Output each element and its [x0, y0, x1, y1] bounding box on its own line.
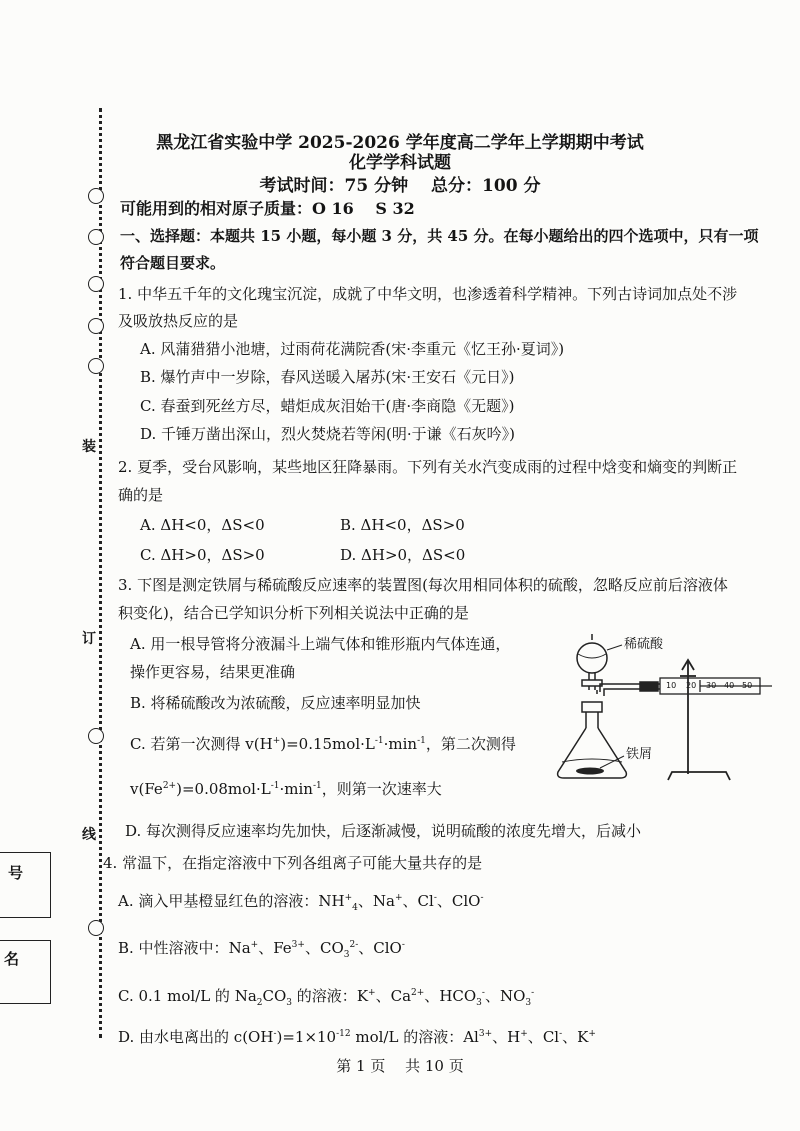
subscript: 4: [352, 903, 358, 913]
scale-tick: 40: [724, 681, 735, 690]
sep: 、: [402, 892, 418, 910]
q3-c-mid: =0.15mol·L: [286, 735, 375, 753]
sep: 、: [357, 892, 373, 910]
exponent: -1: [417, 736, 426, 746]
subscript: 3: [343, 950, 350, 960]
q3-stem-cont: 积变化)，结合已学知识分析下列相关说法中正确的是: [118, 604, 469, 622]
q3-c2-prefix: v: [130, 780, 139, 798]
sep: 、: [424, 987, 440, 1005]
q3-option-b[interactable]: B. 将稀硫酸改为浓硫酸，反应速率明显加快: [130, 694, 421, 712]
binding-char-ding: 订: [82, 628, 96, 648]
q1-option-b[interactable]: B. 爆竹声中一岁除，春风送暖入屠苏(宋·王安石《元日》): [140, 368, 515, 386]
charge: +: [394, 893, 403, 903]
subscript: 3: [476, 998, 482, 1008]
q3-stem: 3. 下图是测定铁屑与稀硫酸反应速率的装置图(每次用相同体积的硫酸，忽略反应前后溶液体: [118, 576, 728, 594]
q2-option-b[interactable]: B. ΔH<0，ΔS>0: [340, 516, 465, 534]
paren: (: [138, 780, 145, 798]
atomic-masses: 可能用到的相对原子质量：O 16 S 32: [120, 199, 415, 218]
subscript: 2: [256, 998, 263, 1008]
exponent: -1: [270, 781, 280, 791]
page-footer: 第 1 页 共 10 页: [336, 1057, 464, 1075]
iron-filings: [576, 768, 604, 775]
q3-c2-tail: ，则第一次速率大: [321, 780, 442, 798]
exam-number-label: 号: [8, 864, 24, 882]
binding-line: [99, 108, 102, 1038]
q4-a-prefix: A. 滴入甲基橙显红色的溶液：: [118, 892, 319, 910]
q3-c-tail: ，第二次测得: [425, 735, 516, 753]
q3-c2-mid2: ·min: [279, 780, 313, 798]
ion: K: [577, 1028, 589, 1046]
scale-tick: 10: [666, 681, 677, 690]
charge: -: [559, 1029, 563, 1039]
q4-option-c[interactable]: [118, 985, 534, 1008]
q2-option-d[interactable]: D. ΔH>0，ΔS<0: [340, 546, 466, 564]
sep: 、: [375, 987, 391, 1005]
binding-char-zhuang: 装: [82, 436, 96, 456]
sep: 、: [492, 1028, 508, 1046]
section-heading: 一、选择题：本题共 15 小题，每小题 3 分，共 45 分。在每小题给出的四个选项中，只有一项: [120, 227, 759, 245]
ion: H: [507, 1028, 521, 1046]
sep: 、: [304, 939, 320, 957]
sep: 、: [436, 892, 452, 910]
q4-d-suffix: mol/L 的溶液：: [350, 1028, 464, 1046]
q1-option-d[interactable]: D. 千锤万凿出深山，烈火焚烧若等闲(明·于谦《石灰吟》): [140, 425, 516, 443]
binding-hole: [88, 358, 104, 374]
binding-hole: [88, 229, 104, 245]
q3-c2-mid: =0.08mol·L: [181, 780, 271, 798]
q1-option-c[interactable]: C. 春蚕到死丝方尽，蜡炬成灰泪始干(唐·李商隐《无题》): [140, 397, 515, 415]
subscript: 3: [525, 998, 532, 1008]
name-label: 名: [4, 950, 20, 968]
exam-subject: 化学学科试题: [349, 153, 451, 173]
q3-c-mid2: ·min: [383, 735, 418, 753]
q4-option-a[interactable]: [118, 890, 484, 913]
ion: Al: [463, 1028, 479, 1046]
charge: +: [344, 893, 353, 903]
charge: -: [273, 1029, 277, 1039]
q4-option-b[interactable]: [118, 937, 405, 960]
separatory-funnel: [577, 634, 607, 690]
sep: 、: [358, 939, 374, 957]
binding-hole: [88, 276, 104, 292]
q3-option-a-cont: 操作更容易，结果更准确: [130, 663, 296, 681]
binding-hole: [88, 920, 104, 936]
charge: -: [531, 988, 535, 998]
charge: +: [272, 736, 281, 746]
ion: ClO: [373, 939, 402, 957]
q1-stem: 1. 中华五千年的文化瑰宝沉淀，成就了中华文明，也渗透着科学精神。下列古诗词加点处不涉: [118, 285, 738, 303]
paren: (: [253, 735, 260, 753]
q2-option-c[interactable]: C. ΔH>0，ΔS>0: [140, 546, 265, 564]
q2-stem-cont: 确的是: [118, 486, 164, 504]
paren: ): [280, 735, 287, 753]
exponent: -12: [336, 1029, 351, 1039]
charge: 2+: [162, 781, 177, 791]
q4-c-prefix: C. 0.1 mol/L 的 Na: [118, 987, 257, 1005]
ion-h: H: [259, 735, 273, 753]
q4-b-prefix: B. 中性溶液中：: [118, 939, 229, 957]
ion: K: [356, 987, 369, 1005]
q4-d-mid: )=1×10: [276, 1028, 337, 1046]
ion: ClO: [451, 892, 481, 910]
q4-stem: 4. 常温下，在指定溶液中下列各组离子可能大量共存的是: [103, 854, 483, 872]
q4-c-suffix: 的溶液：: [292, 987, 357, 1005]
charge: 2+: [411, 988, 425, 998]
iron-label: 铁屑: [626, 747, 653, 762]
charge: +: [368, 988, 376, 998]
q2-option-a[interactable]: A. ΔH<0，ΔS<0: [140, 516, 265, 534]
q3-option-d[interactable]: D. 每次测得反应速率均先加快，后逐渐减慢，说明硫酸的浓度先增大，后减小: [125, 822, 642, 840]
section-heading-cont: 符合题目要求。: [120, 254, 226, 272]
q4-option-d[interactable]: [118, 1026, 596, 1047]
charge: +: [520, 1029, 528, 1039]
binding-char-xian: 线: [82, 824, 96, 844]
ion: Cl: [542, 1028, 560, 1046]
exam-info: 考试时间：75 分钟 总分：100 分: [259, 176, 541, 196]
ion: NO: [499, 987, 526, 1005]
scale-tick: 20: [686, 681, 697, 690]
subscript: 3: [286, 998, 293, 1008]
sep: 、: [562, 1028, 578, 1046]
q3-option-c[interactable]: [130, 733, 516, 754]
ion: Ca: [390, 987, 412, 1005]
charge: 3+: [478, 1029, 493, 1039]
q3-option-a[interactable]: A. 用一根导管将分液漏斗上端气体和锥形瓶内气体连通，: [130, 635, 511, 653]
charge: -: [433, 893, 437, 903]
charge: -: [480, 893, 484, 903]
ion: Cl: [417, 892, 434, 910]
ion: CO: [319, 939, 344, 957]
ion: Fe: [273, 939, 292, 957]
charge: +: [250, 940, 259, 950]
q3-c-prefix: C. 若第一次测得 v: [130, 735, 254, 753]
q4-d-prefix: D. 由水电离出的 c(OH: [118, 1028, 274, 1046]
exam-title: 黑龙江省实验中学 2025-2026 学年度高二学年上学期期中考试: [156, 133, 644, 153]
q1-option-a[interactable]: A. 风蒲猎猎小池塘，过雨荷花满院香(宋·李重元《忆王孙·夏词》): [140, 340, 565, 358]
charge: 2-: [349, 940, 359, 950]
exponent: -1: [312, 781, 322, 791]
scale-tick: 50: [742, 681, 753, 690]
paren: ): [176, 780, 182, 798]
reaction-apparatus-diagram: [550, 632, 772, 784]
charge: +: [588, 1029, 596, 1039]
q1-stem-cont: 及吸放热反应的是: [118, 312, 239, 330]
charge: -: [481, 988, 485, 998]
binding-hole: [88, 728, 104, 744]
sep: 、: [527, 1028, 543, 1046]
ion: HCO: [439, 987, 477, 1005]
ion: NH: [318, 892, 345, 910]
binding-hole: [88, 318, 104, 334]
sep: 、: [484, 987, 500, 1005]
q3-option-c-cont: [130, 778, 442, 799]
charge: 3+: [291, 940, 305, 950]
acid-label: 稀硫酸: [624, 637, 664, 652]
ion: Na: [228, 939, 251, 957]
charge: -: [401, 940, 405, 950]
scale-tick: 30: [706, 681, 717, 690]
acid-label-leader: [607, 645, 622, 650]
sep: 、: [258, 939, 274, 957]
ion-fe: Fe: [144, 780, 163, 798]
q2-stem: 2. 夏季，受台风影响，某些地区狂降暴雨。下列有关水汽变成雨的过程中焓变和熵变的判断正: [118, 458, 738, 476]
formula: CO: [262, 987, 287, 1005]
ion: Na: [372, 892, 395, 910]
exponent: -1: [374, 736, 384, 746]
